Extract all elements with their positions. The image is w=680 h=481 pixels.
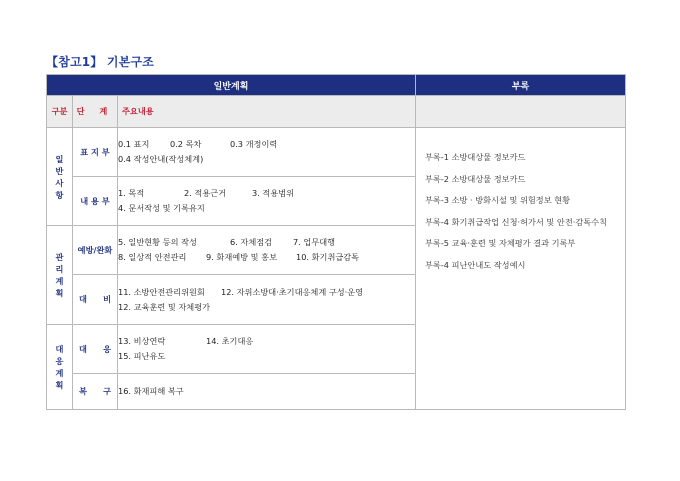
table-subheader-row: [47, 96, 626, 128]
stage-cover: 표 지 부: [73, 128, 118, 177]
table-row: [47, 128, 626, 177]
group-general: 일 반 사 항: [47, 128, 73, 226]
group-management: 관 리 계 획: [47, 226, 73, 325]
subheader-category: 구분: [47, 96, 73, 128]
contents-body: 1. 목적 2. 적용근거 3. 적용범위 4. 문서작성 및 기록유지: [118, 177, 416, 226]
stage-response: 대 응: [73, 325, 118, 374]
stage-recovery: 복 구: [73, 374, 118, 410]
list-item: 부록-5 교육·훈련 및 자체평가 결과 기록부: [425, 238, 576, 248]
subheader-appendix-blank: [416, 96, 626, 128]
appendix-list: [416, 128, 626, 410]
stage-body: 내 용 부: [73, 177, 118, 226]
list-item: 부록-1 소방대상물 정보카드: [425, 152, 526, 162]
stage-prevention: 예방/완화: [73, 226, 118, 275]
stage-preparedness: 대 비: [73, 275, 118, 325]
contents-cover: 0.1 표지 0.2 목차 0.3 개정이력 0.4 작성안내(작성체계): [118, 128, 416, 177]
group-response: 대 응 계 획: [47, 325, 73, 410]
structure-table: [46, 74, 626, 410]
contents-response: 13. 비상연락 14. 초기대응 15. 피난유도: [118, 325, 416, 374]
header-appendix: 부록: [416, 75, 626, 96]
contents-recovery: 16. 화재피해 복구: [118, 374, 416, 410]
page-title: 【참고1】 기본구조: [46, 55, 155, 69]
list-item: 부록-4 화기취급작업 신청·허가서 및 안전·감독수칙: [425, 216, 607, 227]
header-general-plan: 일반계획: [47, 75, 416, 96]
subheader-contents: 주요내용: [118, 96, 416, 128]
list-item: 부록-2 소방대상물 정보카드: [425, 173, 526, 184]
list-item: 부록-4 피난안내도 작성예시: [425, 259, 526, 270]
contents-preparedness: 11. 소방안전관리위원회 12. 자위소방대·초기대응체계 구성·운영 12. 교육훈련 및 자체평가: [118, 275, 416, 325]
contents-prevention: 5. 일반현황 등의 작성 6. 자체점검 7. 업무대행 8. 일상적 안전관리 9. 화재예방 및 홍보 10. 화기취급감독: [118, 226, 416, 275]
list-item: 부록-3 소방 · 방화시설 및 위험정보 현황: [425, 195, 571, 205]
table-header-row: [47, 75, 626, 96]
subheader-stage: 단 계: [73, 96, 118, 128]
